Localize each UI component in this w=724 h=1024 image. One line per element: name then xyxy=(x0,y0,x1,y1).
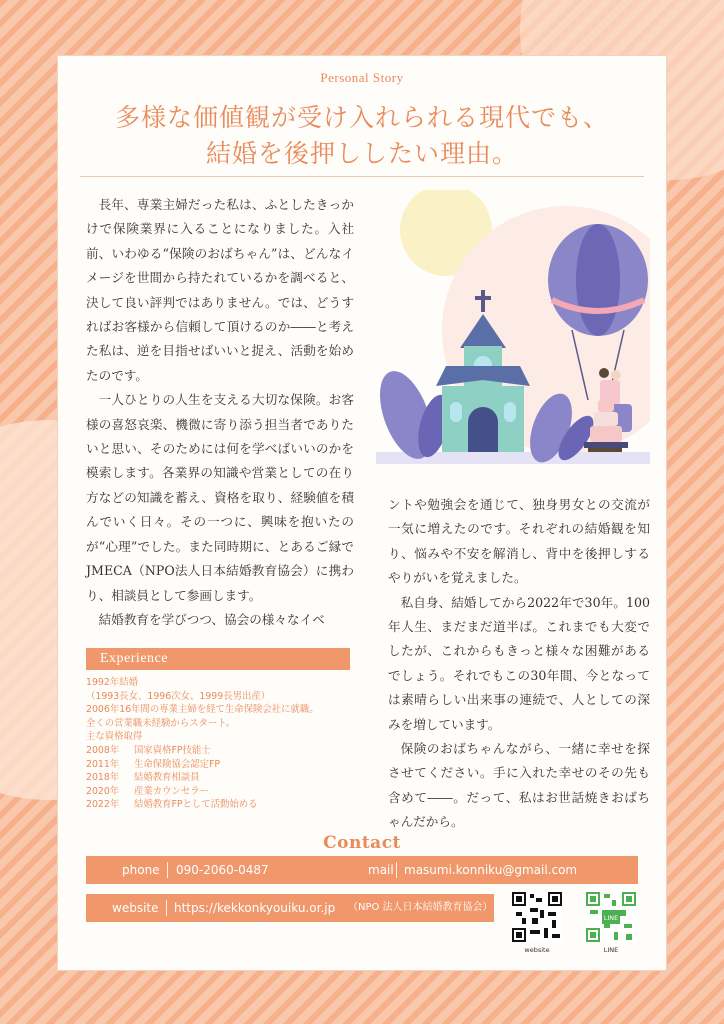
experience-header: Experience xyxy=(86,648,350,670)
section-kicker: Personal Story xyxy=(320,70,404,85)
qr-code-line[interactable] xyxy=(586,892,636,942)
website-link[interactable]: https://kekkonkyouiku.or.jp xyxy=(174,901,336,915)
experience-line: 2018年 結婚教育相談員 xyxy=(86,772,200,784)
story-paragraph: 長年、専業主婦だった私は、ふとしたきっかけで保険業界に入ることになりました。入社前、いわゆる“保険のおばちゃん”は、どんなイメージを世間から持たれているかを調べると、決して良い評判ではありません。では、どうすればお客様から信頼して頂けるのか――と考えた私は、逆を目指せばいいと捉え、活動を始めたのです。 xyxy=(86,197,354,383)
phone-link[interactable]: 090-2060-0487 xyxy=(176,863,269,877)
story-paragraph: 結婚教育を学びつつ、協会の様々なイベ xyxy=(98,611,325,627)
mail-label: mail xyxy=(368,863,394,877)
qr-website-label: website xyxy=(524,946,550,954)
headline-line-1: 多様な価値観が受け入れられる現代でも、 xyxy=(114,103,609,132)
phone-label: phone xyxy=(122,863,160,877)
divider xyxy=(80,176,644,177)
contact-bar-website xyxy=(86,894,494,922)
story-paragraph: 保険のおばちゃんながら、一緒に幸せを探させてください。手に入れた幸せのその先も含めて――。だって、私はお世話焼きおばちゃんだから。 xyxy=(388,741,650,830)
separator xyxy=(167,862,168,878)
wedding-illustration xyxy=(376,190,650,480)
svg-text:LINE: LINE xyxy=(603,914,619,922)
headline xyxy=(58,100,666,172)
story-paragraph: 私自身、結婚してから2022年で30年。100年人生、まだまだ道半ば。これまでも大変でしたが、これからもきっと様々な困難があるでしょう。それでもこの30年間、今となっては素晴らしい出来事の連続で、人としての深みを増しています。 xyxy=(388,594,650,732)
contact-bar-phone-mail xyxy=(86,856,638,884)
story-paragraph: ントや勉強会を通じて、独身男女との交流が一気に増えたのです。それぞれの結婚観を知り、悩みや不安を解消し、背中を後押しするやりがいを覚えました。 xyxy=(388,497,650,586)
experience-line: 2011年 生命保険協会認定FP xyxy=(86,758,221,770)
separator xyxy=(166,900,167,916)
story-card xyxy=(58,56,666,970)
mail-link[interactable]: masumi.konniku@gmail.com xyxy=(404,863,578,877)
story-column-left xyxy=(86,193,354,632)
separator xyxy=(396,862,397,878)
website-label: website xyxy=(112,901,159,915)
experience-line: 全くの営業職未経験からスタート。 xyxy=(86,717,236,729)
experience-line: 2020年 産業カウンセラー xyxy=(86,785,210,797)
qr-code-website[interactable] xyxy=(512,892,562,942)
experience-line: 2008年 国家資格FP技能士 xyxy=(86,744,211,756)
website-note: （NPO 法人日本結婚教育協会） xyxy=(348,902,493,913)
experience-line: 2022年 結婚教育FPとして活動始める xyxy=(86,799,258,811)
experience-line: 2006年16年間の専業主婦を経て生命保険会社に就職。 xyxy=(86,704,319,716)
experience-list xyxy=(86,676,386,812)
qr-line-label: LINE xyxy=(603,946,619,954)
story-column-right xyxy=(388,493,650,835)
story-paragraph: 一人ひとりの人生を支える大切な保険。お客様の喜怒哀楽、機微に寄り添う担当者でありたいと思い、そのためには何を学べばいいのかを模索します。各業界の知識や営業としての在り方などの知識を蓄え、資格を取り、経験値を積んでいく日々。その一つに、興味を抱いたのが“心理”でした。また同時期に、とあるご縁でJMECA（NPO法人日本結婚教育協会）に携わり、相談員として参画します。 xyxy=(86,392,354,603)
contact-title: Contact xyxy=(323,833,401,853)
experience-line: 1992年結婚 xyxy=(86,677,138,688)
experience-line: 主な資格取得 xyxy=(86,731,143,743)
headline-line-2: 結婚を後押ししたい理由。 xyxy=(205,139,518,168)
experience-line: （1993長女、1996次女、1999長男出産） xyxy=(86,690,271,702)
